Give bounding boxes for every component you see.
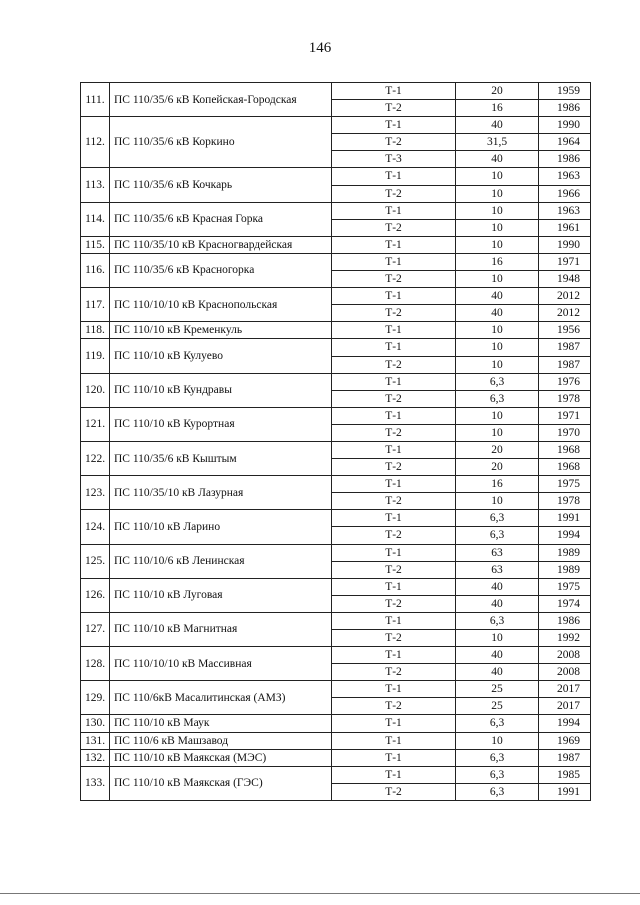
transformer-label: Т-1 (332, 117, 456, 134)
commission-year: 1978 (539, 390, 591, 407)
substation-number: 122. (81, 441, 110, 475)
substation-number: 113. (81, 168, 110, 202)
commission-year: 1971 (539, 253, 591, 270)
transformer-power: 20 (456, 459, 539, 476)
commission-year: 2012 (539, 305, 591, 322)
substation-name: ПС 110/10/6 кВ Ленинская (110, 544, 332, 578)
transformer-power: 10 (456, 271, 539, 288)
commission-year: 1971 (539, 407, 591, 424)
substation-number: 131. (81, 732, 110, 749)
transformer-power: 20 (456, 441, 539, 458)
substation-number: 128. (81, 647, 110, 681)
transformer-power: 6,3 (456, 766, 539, 783)
table-row (81, 476, 591, 493)
transformer-power: 40 (456, 117, 539, 134)
substation-name: ПС 110/10 кВ Луговая (110, 578, 332, 612)
substation-name: ПС 110/10 кВ Кременкуль (110, 322, 332, 339)
transformer-power: 25 (456, 698, 539, 715)
substation-number: 114. (81, 202, 110, 236)
commission-year: 1966 (539, 185, 591, 202)
commission-year: 1978 (539, 493, 591, 510)
page-number: 146 (308, 40, 332, 56)
substation-number: 118. (81, 322, 110, 339)
transformer-power: 16 (456, 476, 539, 493)
transformer-label: Т-1 (332, 407, 456, 424)
substation-number: 124. (81, 510, 110, 544)
substation-name: ПС 110/6кВ Масалитинская (АМЗ) (110, 681, 332, 715)
commission-year: 1994 (539, 527, 591, 544)
commission-year: 1986 (539, 151, 591, 168)
substation-name: ПС 110/10/10 кВ Краснопольская (110, 288, 332, 322)
commission-year: 1991 (539, 783, 591, 800)
transformer-label: Т-1 (332, 339, 456, 356)
table-row (81, 612, 591, 629)
transformer-label: Т-2 (332, 305, 456, 322)
transformer-label: Т-1 (332, 766, 456, 783)
transformer-label: Т-1 (332, 288, 456, 305)
commission-year: 2017 (539, 698, 591, 715)
transformer-label: Т-2 (332, 783, 456, 800)
substation-name: ПС 110/35/6 кВ Красная Горка (110, 202, 332, 236)
transformer-label: Т-1 (332, 681, 456, 698)
commission-year: 1976 (539, 373, 591, 390)
transformer-power: 6,3 (456, 527, 539, 544)
commission-year: 2012 (539, 288, 591, 305)
transformer-power: 16 (456, 100, 539, 117)
transformer-label: Т-2 (332, 664, 456, 681)
table-row (81, 168, 591, 185)
table-row (81, 766, 591, 783)
transformer-label: Т-1 (332, 715, 456, 732)
commission-year: 1986 (539, 100, 591, 117)
table-row (81, 202, 591, 219)
commission-year: 1948 (539, 271, 591, 288)
commission-year: 1968 (539, 441, 591, 458)
table-row (81, 322, 591, 339)
transformer-power: 20 (456, 83, 539, 100)
transformer-label: Т-1 (332, 168, 456, 185)
page-bottom-rule (0, 893, 640, 894)
substation-name: ПС 110/35/6 кВ Кочкарь (110, 168, 332, 202)
commission-year: 1959 (539, 83, 591, 100)
transformer-label: Т-2 (332, 219, 456, 236)
substation-name: ПС 110/10 кВ Кундравы (110, 373, 332, 407)
substation-table (80, 82, 591, 801)
transformer-power: 40 (456, 288, 539, 305)
transformer-label: Т-1 (332, 544, 456, 561)
substation-name: ПС 110/35/10 кВ Лазурная (110, 476, 332, 510)
transformer-power: 40 (456, 151, 539, 168)
transformer-power: 10 (456, 356, 539, 373)
transformer-label: Т-2 (332, 698, 456, 715)
transformer-label: Т-1 (332, 732, 456, 749)
transformer-label: Т-2 (332, 459, 456, 476)
commission-year: 1994 (539, 715, 591, 732)
substation-name: ПС 110/35/6 кВ Красногорка (110, 253, 332, 287)
transformer-label: Т-2 (332, 134, 456, 151)
transformer-label: Т-1 (332, 253, 456, 270)
substation-number: 115. (81, 236, 110, 253)
commission-year: 1974 (539, 595, 591, 612)
substation-name: ПС 110/10 кВ Ларино (110, 510, 332, 544)
substation-name: ПС 110/35/6 кВ Коркино (110, 117, 332, 168)
transformer-power: 6,3 (456, 715, 539, 732)
substation-number: 123. (81, 476, 110, 510)
substation-number: 121. (81, 407, 110, 441)
transformer-label: Т-1 (332, 322, 456, 339)
commission-year: 1963 (539, 168, 591, 185)
transformer-label: Т-2 (332, 595, 456, 612)
table-row (81, 117, 591, 134)
substation-number: 120. (81, 373, 110, 407)
transformer-power: 10 (456, 407, 539, 424)
substation-name: ПС 110/35/10 кВ Красногвардейская (110, 236, 332, 253)
transformer-label: Т-1 (332, 441, 456, 458)
commission-year: 2017 (539, 681, 591, 698)
transformer-label: Т-1 (332, 476, 456, 493)
commission-year: 1963 (539, 202, 591, 219)
substation-number: 119. (81, 339, 110, 373)
table-row (81, 339, 591, 356)
commission-year: 1990 (539, 117, 591, 134)
transformer-label: Т-1 (332, 83, 456, 100)
transformer-label: Т-1 (332, 578, 456, 595)
substation-number: 133. (81, 766, 110, 800)
commission-year: 1990 (539, 236, 591, 253)
transformer-label: Т-2 (332, 185, 456, 202)
transformer-power: 10 (456, 185, 539, 202)
transformer-power: 25 (456, 681, 539, 698)
transformer-power: 63 (456, 544, 539, 561)
substation-name: ПС 110/35/6 кВ Кыштым (110, 441, 332, 475)
commission-year: 1985 (539, 766, 591, 783)
table-row (81, 715, 591, 732)
commission-year: 1968 (539, 459, 591, 476)
commission-year: 1992 (539, 630, 591, 647)
commission-year: 1987 (539, 339, 591, 356)
transformer-power: 10 (456, 630, 539, 647)
transformer-power: 10 (456, 732, 539, 749)
transformer-power: 6,3 (456, 783, 539, 800)
transformer-label: Т-2 (332, 630, 456, 647)
table-row (81, 647, 591, 664)
substation-name: ПС 110/10 кВ Маякская (ГЭС) (110, 766, 332, 800)
substation-name: ПС 110/10/10 кВ Массивная (110, 647, 332, 681)
commission-year: 1989 (539, 544, 591, 561)
transformer-label: Т-1 (332, 749, 456, 766)
transformer-power: 10 (456, 219, 539, 236)
transformer-label: Т-2 (332, 100, 456, 117)
transformer-label: Т-3 (332, 151, 456, 168)
transformer-power: 40 (456, 647, 539, 664)
transformer-power: 10 (456, 424, 539, 441)
transformer-label: Т-2 (332, 527, 456, 544)
substation-number: 111. (81, 83, 110, 117)
substation-table-body (81, 83, 591, 801)
table-row (81, 373, 591, 390)
substation-number: 116. (81, 253, 110, 287)
commission-year: 1975 (539, 476, 591, 493)
transformer-power: 10 (456, 493, 539, 510)
commission-year: 1970 (539, 424, 591, 441)
transformer-power: 10 (456, 202, 539, 219)
table-row (81, 83, 591, 100)
substation-number: 127. (81, 612, 110, 646)
transformer-label: Т-1 (332, 202, 456, 219)
transformer-label: Т-1 (332, 612, 456, 629)
table-row (81, 407, 591, 424)
transformer-label: Т-1 (332, 236, 456, 253)
commission-year: 1989 (539, 561, 591, 578)
transformer-power: 6,3 (456, 612, 539, 629)
substation-name: ПС 110/10 кВ Курортная (110, 407, 332, 441)
substation-number: 130. (81, 715, 110, 732)
table-row (81, 510, 591, 527)
commission-year: 1969 (539, 732, 591, 749)
transformer-power: 6,3 (456, 390, 539, 407)
substation-number: 125. (81, 544, 110, 578)
transformer-power: 10 (456, 168, 539, 185)
table-row (81, 578, 591, 595)
commission-year: 2008 (539, 647, 591, 664)
substation-name: ПС 110/10 кВ Кулуево (110, 339, 332, 373)
substation-number: 112. (81, 117, 110, 168)
transformer-label: Т-1 (332, 373, 456, 390)
substation-name: ПС 110/10 кВ Магнитная (110, 612, 332, 646)
transformer-power: 6,3 (456, 373, 539, 390)
table-row (81, 749, 591, 766)
transformer-label: Т-2 (332, 424, 456, 441)
transformer-label: Т-1 (332, 510, 456, 527)
transformer-power: 40 (456, 305, 539, 322)
transformer-label: Т-2 (332, 271, 456, 288)
transformer-power: 40 (456, 664, 539, 681)
transformer-power: 6,3 (456, 510, 539, 527)
commission-year: 2008 (539, 664, 591, 681)
transformer-label: Т-1 (332, 647, 456, 664)
table-row (81, 441, 591, 458)
commission-year: 1987 (539, 356, 591, 373)
commission-year: 1991 (539, 510, 591, 527)
commission-year: 1961 (539, 219, 591, 236)
transformer-label: Т-2 (332, 493, 456, 510)
substation-number: 132. (81, 749, 110, 766)
substation-name: ПС 110/10 кВ Маякская (МЭС) (110, 749, 332, 766)
commission-year: 1987 (539, 749, 591, 766)
transformer-power: 16 (456, 253, 539, 270)
table-row (81, 253, 591, 270)
commission-year: 1964 (539, 134, 591, 151)
transformer-label: Т-2 (332, 356, 456, 373)
substation-name: ПС 110/35/6 кВ Копейская-Городская (110, 83, 332, 117)
transformer-power: 40 (456, 595, 539, 612)
transformer-power: 63 (456, 561, 539, 578)
substation-name: ПС 110/6 кВ Машзавод (110, 732, 332, 749)
commission-year: 1956 (539, 322, 591, 339)
table-row (81, 288, 591, 305)
table-row (81, 236, 591, 253)
transformer-power: 40 (456, 578, 539, 595)
substation-number: 126. (81, 578, 110, 612)
commission-year: 1986 (539, 612, 591, 629)
table-row (81, 544, 591, 561)
transformer-label: Т-2 (332, 390, 456, 407)
substation-number: 117. (81, 288, 110, 322)
transformer-power: 10 (456, 322, 539, 339)
substation-number: 129. (81, 681, 110, 715)
transformer-power: 6,3 (456, 749, 539, 766)
commission-year: 1975 (539, 578, 591, 595)
transformer-power: 10 (456, 339, 539, 356)
transformer-label: Т-2 (332, 561, 456, 578)
table-row (81, 732, 591, 749)
transformer-power: 31,5 (456, 134, 539, 151)
substation-name: ПС 110/10 кВ Маук (110, 715, 332, 732)
transformer-power: 10 (456, 236, 539, 253)
table-row (81, 681, 591, 698)
